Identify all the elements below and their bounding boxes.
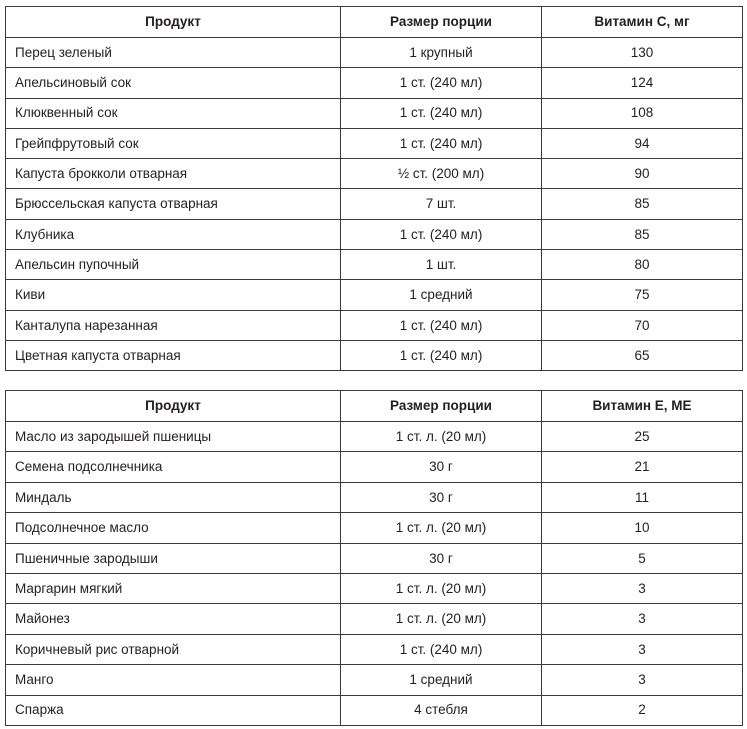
product-cell: Киви	[6, 280, 341, 310]
vitamin-value-cell: 75	[542, 280, 743, 310]
vitamin-value-cell: 21	[542, 452, 743, 482]
table-row	[6, 189, 743, 219]
table-row	[6, 604, 743, 634]
table-row	[6, 340, 743, 370]
header-product: Продукт	[6, 7, 341, 38]
header-vitamin-e: Витамин Е, МЕ	[542, 391, 743, 422]
header-row	[6, 7, 743, 38]
product-cell: Апельсин пупочный	[6, 250, 341, 280]
portion-cell: 30 г	[341, 482, 542, 512]
product-cell: Майонез	[6, 604, 341, 634]
table-row	[6, 280, 743, 310]
portion-cell: 4 стебля	[341, 695, 542, 725]
table-row	[6, 310, 743, 340]
product-cell: Капуста брокколи отварная	[6, 159, 341, 189]
portion-cell: 1 ст. (240 мл)	[341, 634, 542, 664]
product-cell: Клюквенный сок	[6, 98, 341, 128]
product-cell: Манго	[6, 665, 341, 695]
portion-cell: 1 ст. л. (20 мл)	[341, 513, 542, 543]
vitamin-value-cell: 85	[542, 189, 743, 219]
portion-cell: 1 ст. (240 мл)	[341, 98, 542, 128]
table-row	[6, 513, 743, 543]
portion-cell: 30 г	[341, 543, 542, 573]
vitamin-e-header	[6, 391, 743, 422]
vitamin-value-cell: 10	[542, 513, 743, 543]
product-cell: Коричневый рис отварной	[6, 634, 341, 664]
product-cell: Апельсиновый сок	[6, 68, 341, 98]
vitamin-value-cell: 3	[542, 604, 743, 634]
table-row	[6, 543, 743, 573]
table-row	[6, 219, 743, 249]
vitamin-value-cell: 2	[542, 695, 743, 725]
table-row	[6, 128, 743, 158]
vitamin-e-table	[5, 390, 743, 726]
table-row	[6, 634, 743, 664]
portion-cell: 7 шт.	[341, 189, 542, 219]
table-row	[6, 695, 743, 725]
table-row	[6, 452, 743, 482]
portion-cell: 1 средний	[341, 665, 542, 695]
vitamin-value-cell: 90	[542, 159, 743, 189]
table-row	[6, 422, 743, 452]
portion-cell: 1 средний	[341, 280, 542, 310]
vitamin-value-cell: 3	[542, 573, 743, 603]
product-cell: Миндаль	[6, 482, 341, 512]
portion-cell: 1 шт.	[341, 250, 542, 280]
header-portion-size: Размер порции	[341, 391, 542, 422]
table-row	[6, 573, 743, 603]
product-cell: Грейпфрутовый сок	[6, 128, 341, 158]
portion-cell: 1 ст. л. (20 мл)	[341, 604, 542, 634]
table-row	[6, 250, 743, 280]
product-cell: Семена подсолнечника	[6, 452, 341, 482]
header-row	[6, 391, 743, 422]
vitamin-value-cell: 3	[542, 634, 743, 664]
portion-cell: 1 ст. (240 мл)	[341, 340, 542, 370]
table-row	[6, 482, 743, 512]
header-portion-size: Размер порции	[341, 7, 542, 38]
vitamin-value-cell: 65	[542, 340, 743, 370]
vitamin-value-cell: 130	[542, 38, 743, 68]
vitamin-c-table	[5, 6, 743, 371]
table-row	[6, 68, 743, 98]
portion-cell: 1 ст. (240 мл)	[341, 128, 542, 158]
table-row	[6, 159, 743, 189]
table-row	[6, 665, 743, 695]
product-cell: Перец зеленый	[6, 38, 341, 68]
product-cell: Клубника	[6, 219, 341, 249]
portion-cell: 1 крупный	[341, 38, 542, 68]
portion-cell: 1 ст. (240 мл)	[341, 68, 542, 98]
vitamin-value-cell: 25	[542, 422, 743, 452]
portion-cell: ½ ст. (200 мл)	[341, 159, 542, 189]
portion-cell: 1 ст. (240 мл)	[341, 219, 542, 249]
vitamin-c-header	[6, 7, 743, 38]
vitamin-value-cell: 5	[542, 543, 743, 573]
table-row	[6, 38, 743, 68]
vitamin-value-cell: 80	[542, 250, 743, 280]
vitamin-value-cell: 108	[542, 98, 743, 128]
vitamin-value-cell: 94	[542, 128, 743, 158]
vitamin-value-cell: 124	[542, 68, 743, 98]
product-cell: Канталупа нарезанная	[6, 310, 341, 340]
product-cell: Пшеничные зародыши	[6, 543, 341, 573]
product-cell: Подсолнечное масло	[6, 513, 341, 543]
header-product: Продукт	[6, 391, 341, 422]
portion-cell: 1 ст. (240 мл)	[341, 310, 542, 340]
product-cell: Цветная капуста отварная	[6, 340, 341, 370]
vitamin-value-cell: 11	[542, 482, 743, 512]
table-row	[6, 98, 743, 128]
portion-cell: 1 ст. л. (20 мл)	[341, 573, 542, 603]
portion-cell: 1 ст. л. (20 мл)	[341, 422, 542, 452]
vitamin-e-body	[6, 422, 743, 726]
vitamin-value-cell: 3	[542, 665, 743, 695]
product-cell: Масло из зародышей пшеницы	[6, 422, 341, 452]
product-cell: Маргарин мягкий	[6, 573, 341, 603]
vitamin-value-cell: 85	[542, 219, 743, 249]
vitamin-value-cell: 70	[542, 310, 743, 340]
product-cell: Брюссельская капуста отварная	[6, 189, 341, 219]
vitamin-c-body	[6, 38, 743, 371]
portion-cell: 30 г	[341, 452, 542, 482]
product-cell: Спаржа	[6, 695, 341, 725]
header-vitamin-c: Витамин С, мг	[542, 7, 743, 38]
